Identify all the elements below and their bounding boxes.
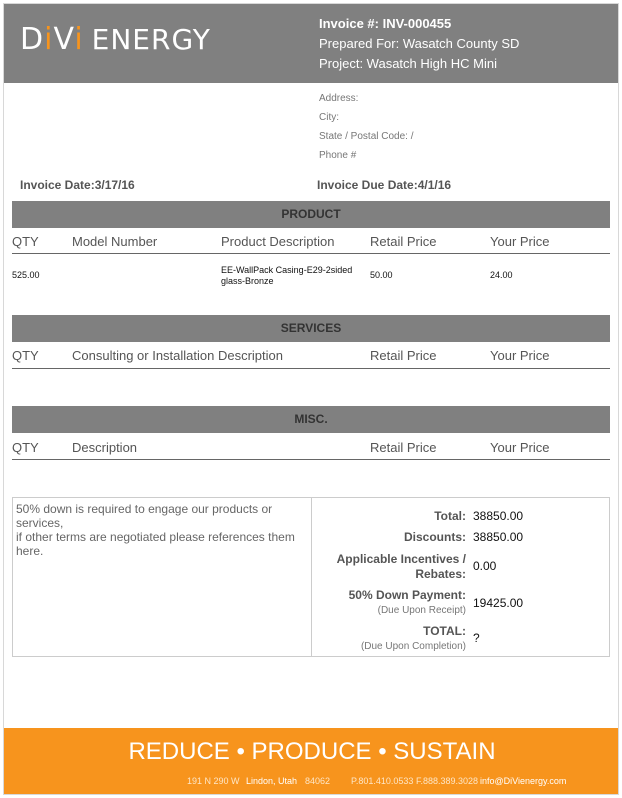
invoice-page <box>3 3 619 795</box>
footer-city: Lindon, Utah <box>246 776 298 786</box>
services-col-qty: QTY <box>12 348 39 363</box>
address-line: Address: <box>319 93 359 104</box>
logo-energy: ENERGY <box>91 23 211 56</box>
row-qty: 525.00 <box>12 270 40 280</box>
invoice-date: Invoice Date:3/17/16 <box>20 178 135 192</box>
misc-col-retail: Retail Price <box>370 440 437 455</box>
services-section-title: SERVICES <box>12 315 610 342</box>
grand-total-value: ? <box>473 631 480 645</box>
summary-divider <box>311 498 312 656</box>
incentives-label-line-1: Applicable Incentives / <box>336 552 466 566</box>
invoice-meta <box>319 14 519 74</box>
logo-letter-v: V <box>53 22 75 57</box>
invoice-due-date: Invoice Due Date:4/1/16 <box>317 178 452 192</box>
note-line-2: if other terms are negotiated please references them <box>16 530 295 544</box>
footer-bar <box>4 728 619 795</box>
divi-energy-logo <box>20 22 211 58</box>
grand-total-label: TOTAL: <box>423 624 466 638</box>
note-line-1: 50% down is required to engage our products or services, <box>16 502 273 530</box>
product-col-retail: Retail Price <box>370 234 437 249</box>
invoice-header <box>4 4 619 83</box>
grand-total-sub: (Due Upon Completion) <box>360 641 466 652</box>
down-payment-sub: (Due Upon Receipt) <box>377 605 466 616</box>
row-description: EE-WallPack Casing-E29-2sided glass-Bronze <box>221 265 353 286</box>
city-line: City: <box>319 112 339 123</box>
product-col-qty: QTY <box>12 234 39 249</box>
product-header-rule <box>12 253 610 254</box>
product-col-description: Product Description <box>221 234 335 249</box>
footer-tagline: REDUCE • PRODUCE • SUSTAIN <box>128 738 496 765</box>
payment-terms-note <box>16 502 306 558</box>
footer-fax: F.888.389.3028 <box>416 776 479 786</box>
product-col-your-price: Your Price <box>490 234 550 249</box>
summary-box <box>12 497 610 657</box>
total-value: 38850.00 <box>473 509 524 523</box>
logo-letter-d: D <box>20 22 45 57</box>
invoice-number: Invoice #: INV-000455 <box>319 16 452 31</box>
services-header-rule <box>12 368 610 369</box>
incentives-value: 0.00 <box>473 559 497 573</box>
logo-letter-i-2: i <box>74 22 84 57</box>
product-section-title: PRODUCT <box>12 201 610 228</box>
total-label: Total: <box>434 509 466 523</box>
discounts-label: Discounts: <box>403 530 466 544</box>
row-your-price: 24.00 <box>490 270 513 280</box>
services-col-description: Consulting or Installation Description <box>72 348 283 363</box>
product-col-model: Model Number <box>72 234 158 249</box>
down-payment-label: 50% Down Payment: <box>348 588 466 602</box>
incentives-label <box>337 552 466 582</box>
client-address <box>319 89 414 165</box>
misc-col-qty: QTY <box>12 440 39 455</box>
state-postal-line: State / Postal Code: / <box>319 131 414 142</box>
prepared-for: Prepared For: Wasatch County SD <box>319 36 520 51</box>
misc-section-title: MISC. <box>12 406 610 433</box>
services-col-retail: Retail Price <box>370 348 437 363</box>
misc-col-your-price: Your Price <box>490 440 550 455</box>
footer-zip: 84062 <box>305 776 331 786</box>
down-payment-value: 19425.00 <box>473 596 524 610</box>
logo-letter-i: i <box>44 22 54 57</box>
services-col-your-price: Your Price <box>490 348 550 363</box>
project-name: Project: Wasatch High HC Mini <box>319 56 497 71</box>
footer-street: 191 N 290 W <box>187 776 240 786</box>
incentives-label-line-2: Rebates: <box>415 567 466 581</box>
footer-email[interactable]: info@DiVienergy.com <box>480 776 567 786</box>
phone-line: Phone # <box>319 150 357 161</box>
row-retail: 50.00 <box>370 270 393 280</box>
note-line-3: here. <box>16 544 44 558</box>
discounts-value: 38850.00 <box>473 530 524 544</box>
footer-phone: P.801.410.0533 <box>351 776 414 786</box>
misc-col-description: Description <box>72 440 138 455</box>
misc-header-rule <box>12 459 610 460</box>
